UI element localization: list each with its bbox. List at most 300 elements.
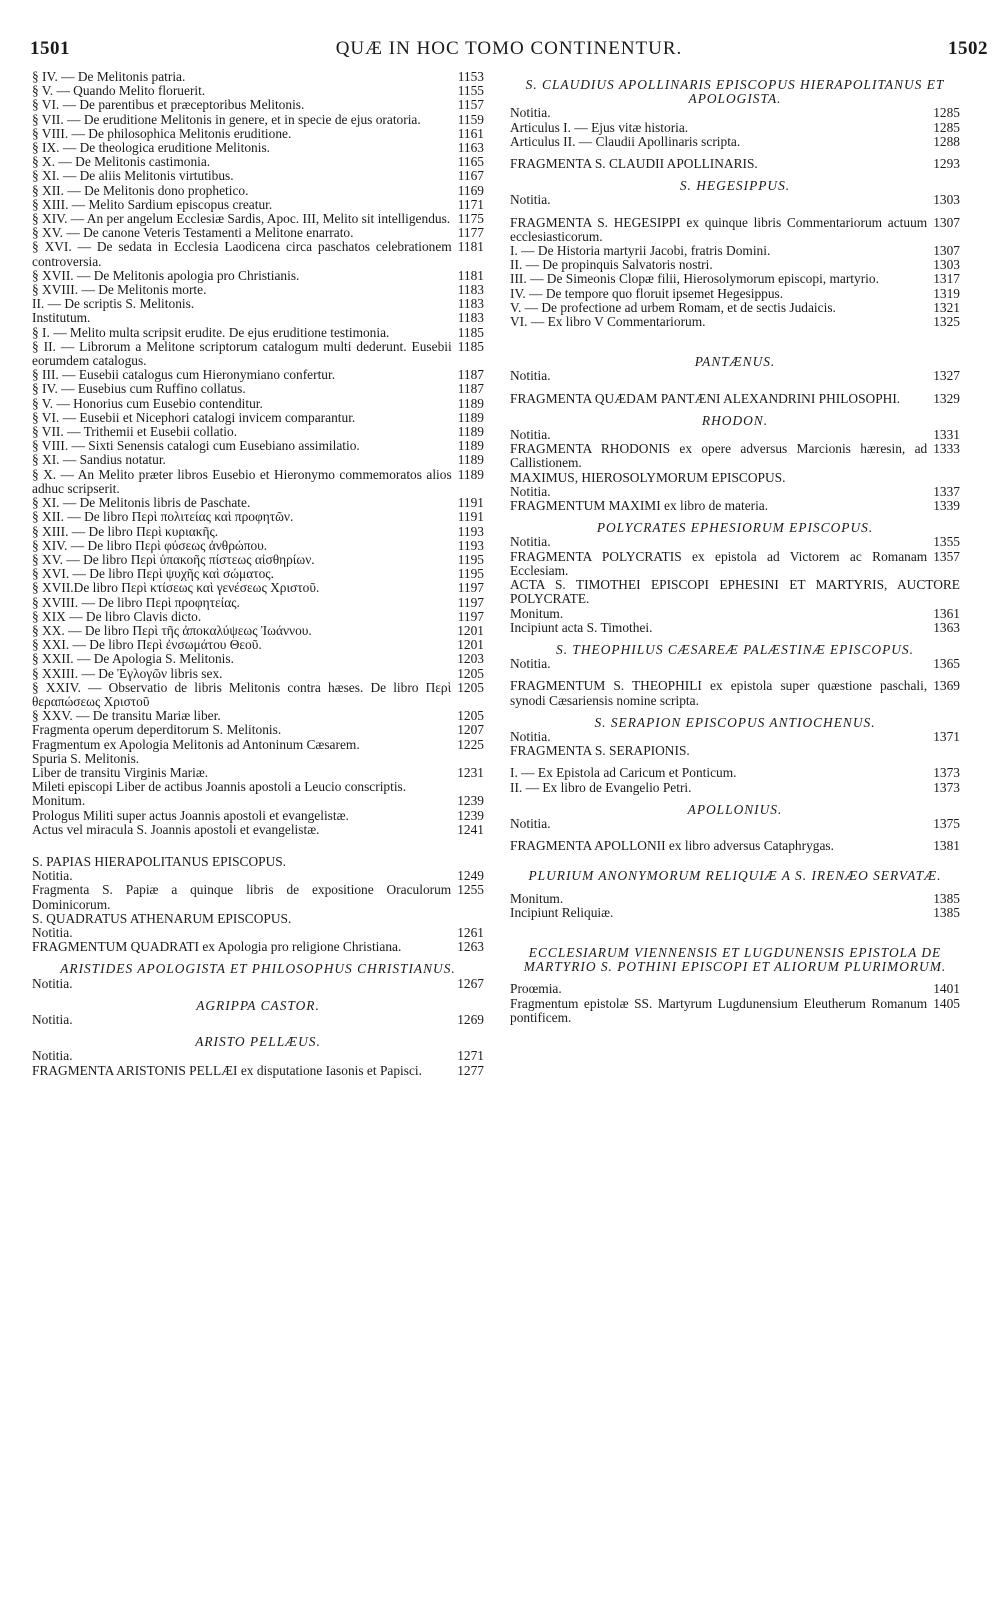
section-heading: PLURIUM ANONYMORUM RELIQUIÆ A S. IRENÆO SERVATÆ. bbox=[528, 868, 942, 884]
entry-title: § VIII. — De philosophica Melitonis eruditione. bbox=[32, 126, 292, 141]
entry-page-number: 1159 bbox=[457, 111, 484, 127]
entry-title: § XVII.De libro Περὶ κτίσεως καὶ γενέσεως Χριστοῦ. bbox=[32, 581, 320, 596]
entry-title: Notitia. bbox=[32, 869, 73, 884]
toc-entry bbox=[32, 340, 484, 368]
toc-entry bbox=[32, 269, 484, 283]
entry-title: FRAGMENTUM S. THEOPHILI ex epistola super quæstione paschali, synodi Cæsariensis nomine scripta. bbox=[510, 678, 928, 708]
toc-entry bbox=[510, 301, 960, 315]
toc-entry bbox=[510, 258, 960, 272]
entry-page-number: 1325 bbox=[933, 314, 960, 330]
entry-page-number: 1385 bbox=[933, 890, 960, 906]
toc-entry bbox=[510, 392, 960, 406]
toc-entry bbox=[32, 567, 484, 581]
entry-page-number: 1365 bbox=[933, 656, 960, 672]
entry-title: § VI. — De parentibus et præceptoribus Melitonis. bbox=[32, 98, 305, 113]
entry-page-number: 1277 bbox=[457, 1062, 484, 1078]
entry-title: Notitia. bbox=[510, 729, 551, 744]
entry-page-number: 1201 bbox=[457, 622, 484, 638]
entry-title: FRAGMENTUM MAXIMI ex libro de materia. bbox=[510, 499, 769, 514]
entry-page-number: 1293 bbox=[933, 156, 960, 172]
toc-entry bbox=[32, 98, 484, 112]
entry-title: V. — De profectione ad urbem Romam, et de sectis Judaicis. bbox=[510, 299, 836, 315]
entry-title: § XIV. — An per angelum Ecclesiæ Sardis, Apoc. III, Melito sit intelligendus. bbox=[32, 211, 451, 227]
entry-page-number: 1363 bbox=[933, 619, 960, 635]
entry-title: § XIV. — De libro Περὶ φύσεως ἀνθρώπου. bbox=[32, 538, 268, 553]
toc-entry bbox=[32, 624, 484, 638]
entry-title: Monitum. bbox=[510, 606, 564, 621]
entry-title: Notitia. bbox=[510, 193, 551, 208]
entry-title: IV. — De tempore quo floruit ipsemet Hegesippus. bbox=[510, 286, 784, 301]
toc-entry bbox=[510, 121, 960, 135]
entry-page-number: 1189 bbox=[457, 438, 484, 454]
entry-page-number: 1191 bbox=[457, 495, 484, 511]
entry-page-number: 1369 bbox=[933, 678, 960, 694]
entry-title: Incipiunt acta S. Timothei. bbox=[510, 620, 653, 635]
entry-title: S. PAPIAS HIERAPOLITANUS EPISCOPUS. bbox=[32, 854, 287, 869]
entry-page-number: 1189 bbox=[457, 466, 484, 482]
entry-page-number: 1329 bbox=[933, 390, 960, 406]
entry-title: ACTA S. TIMOTHEI EPISCOPI EPHESINI ET MARTYRIS, AUCTORE POLYCRATE. bbox=[510, 577, 960, 607]
entry-title: MAXIMUS, HIEROSOLYMORUM EPISCOPUS. bbox=[510, 470, 786, 485]
section-heading: ARISTO PELLÆUS. bbox=[195, 1034, 321, 1050]
entry-title: FRAGMENTA RHODONIS ex opere adversus Marcionis hæresin, ad Callistionem. bbox=[510, 441, 928, 471]
entry-title: § XVI. — De libro Περὶ ψυχῆς καὶ σώματος. bbox=[32, 567, 274, 582]
entry-title: § XVII. — De Melitonis apologia pro Christianis. bbox=[32, 268, 300, 283]
toc-entry bbox=[32, 1064, 484, 1078]
toc-entry bbox=[510, 193, 960, 207]
entry-title: Fragmentum ex Apologia Melitonis ad Antoninum Cæsarem. bbox=[32, 736, 360, 752]
entry-title: § XII. — De Melitonis dono prophetico. bbox=[32, 183, 249, 198]
toc-entry bbox=[32, 141, 484, 155]
entry-page-number: 1381 bbox=[933, 838, 960, 854]
entry-title: FRAGMENTA POLYCRATIS ex epistola ad Victorem ac Romanam Ecclesiam. bbox=[510, 548, 928, 578]
entry-page-number: 1183 bbox=[457, 282, 484, 298]
toc-entry bbox=[510, 730, 960, 744]
toc-entry bbox=[510, 550, 960, 578]
entry-page-number: 1201 bbox=[457, 637, 484, 653]
toc-entry bbox=[510, 839, 960, 853]
toc-entry bbox=[32, 453, 484, 467]
entry-page-number: 1165 bbox=[457, 154, 484, 170]
toc-entry bbox=[510, 657, 960, 671]
entry-title: FRAGMENTA QUÆDAM PANTÆNI ALEXANDRINI PHILOSOPHI. bbox=[510, 390, 901, 406]
toc-entry bbox=[32, 652, 484, 666]
toc-entry bbox=[32, 667, 484, 681]
entry-page-number: 1373 bbox=[933, 765, 960, 781]
entry-title: § XVIII. — De Melitonis morte. bbox=[32, 283, 207, 298]
entry-page-number: 1285 bbox=[933, 119, 960, 135]
entry-page-number: 1269 bbox=[457, 1012, 484, 1027]
toc-entry bbox=[32, 439, 484, 453]
section-heading: S. SERAPION EPISCOPUS ANTIOCHENUS. bbox=[594, 714, 876, 730]
entry-title: Notitia. bbox=[510, 816, 551, 831]
entry-page-number: 1225 bbox=[457, 736, 484, 752]
entry-title: § IV. — De Melitonis patria. bbox=[32, 70, 186, 84]
section-heading: S. HEGESIPPUS. bbox=[679, 178, 791, 194]
toc-entry bbox=[32, 382, 484, 396]
entry-page-number: 1307 bbox=[933, 243, 960, 259]
entry-title: § XXIII. — De Ἐγλογῶν libris sex. bbox=[32, 666, 223, 681]
toc-entry bbox=[32, 84, 484, 98]
section-heading: ARISTIDES APOLOGISTA ET PHILOSOPHUS CHRISTIANUS. bbox=[60, 961, 456, 977]
toc-entry bbox=[510, 287, 960, 301]
entry-page-number: 1167 bbox=[457, 168, 484, 184]
entry-title: Monitum. bbox=[32, 794, 86, 809]
left-column bbox=[32, 70, 484, 1078]
entry-title: Spuria S. Melitonis. bbox=[32, 751, 140, 766]
entry-page-number: 1267 bbox=[457, 975, 484, 991]
page-header bbox=[30, 38, 988, 68]
entry-title: Notitia. bbox=[510, 657, 551, 672]
toc-entry bbox=[510, 817, 960, 831]
toc-entry bbox=[510, 766, 960, 780]
entry-title: § X. — De Melitonis castimonia. bbox=[32, 155, 211, 170]
toc-entry bbox=[510, 535, 960, 549]
entry-page-number: 1307 bbox=[933, 214, 960, 230]
entry-page-number: 1187 bbox=[457, 381, 484, 397]
toc-entry bbox=[32, 940, 484, 954]
toc-entry bbox=[32, 638, 484, 652]
entry-title: Fragmentum epistolæ SS. Martyrum Lugdunensium Eleutherum Romanum pontificem. bbox=[510, 995, 928, 1025]
entry-title: Articulus II. — Claudii Apollinaris scripta. bbox=[510, 134, 741, 149]
spacer bbox=[510, 149, 960, 157]
toc-entry bbox=[32, 723, 484, 737]
entry-title: I. — Ex Epistola ad Caricum et Ponticum. bbox=[510, 766, 737, 781]
entry-page-number: 1327 bbox=[933, 368, 960, 384]
toc-entry bbox=[32, 155, 484, 169]
section-heading: AGRIPPA CASTOR. bbox=[196, 997, 320, 1013]
entry-title: § VII. — De eruditione Melitonis in genere, et in specie de ejus oratoria. bbox=[32, 111, 421, 127]
spacer bbox=[510, 329, 960, 347]
entry-title: § VI. — Eusebii et Nicephori catalogi invicem comparantur. bbox=[32, 409, 356, 425]
entry-title: § XV. — De libro Περὶ ὑπακοῆς πίστεως αἰσθηρίων. bbox=[32, 552, 315, 567]
entry-title: § XVI. — De sedata in Ecclesia Laodicena circa paschatos celebrationem controversia. bbox=[32, 239, 452, 269]
entry-page-number: 1207 bbox=[457, 722, 484, 738]
toc-entry bbox=[510, 442, 960, 470]
toc-entry bbox=[32, 780, 484, 794]
entry-page-number: 1185 bbox=[457, 338, 484, 354]
entry-title: § XI. — De Melitonis libris de Paschate. bbox=[32, 496, 251, 511]
entry-title: § XXI. — De libro Περὶ ἐνσωμάτου Θεοῦ. bbox=[32, 638, 262, 653]
toc-entry bbox=[32, 510, 484, 524]
toc-entry bbox=[32, 113, 484, 127]
entry-page-number: 1271 bbox=[457, 1048, 484, 1064]
running-title: QUÆ IN HOC TOMO CONTINENTUR. bbox=[335, 38, 683, 59]
toc-entry bbox=[510, 244, 960, 258]
entry-page-number: 1371 bbox=[933, 728, 960, 744]
toc-entry bbox=[32, 184, 484, 198]
entry-page-number: 1153 bbox=[457, 69, 484, 84]
toc-entry bbox=[510, 135, 960, 149]
entry-page-number: 1197 bbox=[457, 580, 484, 596]
toc-entry bbox=[510, 679, 960, 707]
toc-entry bbox=[32, 1049, 484, 1063]
entry-page-number: 1205 bbox=[457, 679, 484, 695]
entry-page-number: 1185 bbox=[457, 324, 484, 340]
toc-entry bbox=[32, 794, 484, 808]
toc-entry bbox=[32, 855, 484, 869]
entry-page-number: 1239 bbox=[457, 807, 484, 823]
toc-entry bbox=[32, 212, 484, 226]
entry-title: Notitia. bbox=[32, 1049, 73, 1064]
entry-page-number: 1401 bbox=[933, 981, 960, 997]
toc-entry bbox=[510, 906, 960, 920]
entry-title: § X. — An Melito præter libros Eusebio et Hieronymo commemoratos alios adhuc scripserit. bbox=[32, 466, 452, 496]
toc-entry bbox=[510, 106, 960, 120]
entry-title: § XI. — Sandius notatur. bbox=[32, 453, 166, 468]
toc-entry bbox=[32, 809, 484, 823]
toc-entry bbox=[32, 709, 484, 723]
toc-entry bbox=[510, 157, 960, 171]
toc-entry bbox=[32, 752, 484, 766]
entry-title: Fragmenta operum deperditorum S. Melitonis. bbox=[32, 723, 282, 738]
entry-title: Notitia. bbox=[510, 484, 551, 499]
entry-title: II. — Ex libro de Evangelio Petri. bbox=[510, 780, 692, 795]
toc-entry bbox=[510, 982, 960, 996]
toc-entry bbox=[510, 471, 960, 485]
section-heading: S. CLAUDIUS APOLLINARIS EPISCOPUS HIERAPOLITANUS ET APOLOGISTA. bbox=[525, 77, 945, 107]
entry-title: FRAGMENTA S. HEGESIPPI ex quinque libris Commentariorum actuum ecclesiasticorum. bbox=[510, 214, 928, 244]
toc-entry bbox=[32, 823, 484, 837]
entry-title: Notitia. bbox=[32, 1013, 73, 1027]
entry-title: Mileti episcopi Liber de actibus Joannis apostoli a Leucio conscriptis. bbox=[32, 779, 407, 795]
spacer bbox=[510, 853, 960, 861]
toc-entry bbox=[32, 869, 484, 883]
entry-page-number: 1205 bbox=[457, 708, 484, 724]
entry-page-number: 1337 bbox=[933, 483, 960, 499]
toc-entry bbox=[32, 425, 484, 439]
entry-title: II. — De propinquis Salvatoris nostri. bbox=[510, 258, 713, 273]
toc-entry bbox=[32, 127, 484, 141]
toc-entry bbox=[32, 553, 484, 567]
entry-page-number: 1317 bbox=[933, 271, 960, 287]
toc-entry bbox=[32, 883, 484, 911]
entry-title: § XXIV. — Observatio de libris Melitonis contra hæses. De libro Περὶ θεραπώσεως Χριστοῦ bbox=[32, 679, 452, 709]
entry-title: § I. — Melito multa scripsit erudite. De ejus eruditione testimonia. bbox=[32, 324, 390, 340]
left-page-number: 1501 bbox=[30, 38, 70, 59]
entry-page-number: 1385 bbox=[933, 904, 960, 920]
entry-page-number: 1161 bbox=[457, 125, 484, 141]
entry-page-number: 1355 bbox=[933, 534, 960, 550]
toc-entry bbox=[32, 525, 484, 539]
toc-entry bbox=[32, 1013, 484, 1027]
entry-title: Articulus I. — Ejus vitæ historia. bbox=[510, 120, 689, 135]
spacer bbox=[510, 758, 960, 766]
entry-page-number: 1285 bbox=[933, 105, 960, 121]
toc-entry bbox=[32, 581, 484, 595]
toc-entry bbox=[510, 892, 960, 906]
toc-entry bbox=[32, 596, 484, 610]
entry-page-number: 1205 bbox=[457, 665, 484, 681]
entry-page-number: 1321 bbox=[933, 299, 960, 315]
entry-page-number: 1375 bbox=[933, 815, 960, 831]
entry-title: § XXII. — De Apologia S. Melitonis. bbox=[32, 652, 234, 667]
entry-page-number: 1357 bbox=[933, 548, 960, 564]
entry-page-number: 1189 bbox=[457, 409, 484, 425]
entry-page-number: 1288 bbox=[933, 133, 960, 149]
toc-entry bbox=[510, 485, 960, 499]
entry-page-number: 1319 bbox=[933, 285, 960, 301]
entry-page-number: 1183 bbox=[457, 296, 484, 312]
entry-page-number: 1339 bbox=[933, 498, 960, 514]
entry-title: § XVIII. — De libro Περὶ προφητείας. bbox=[32, 595, 240, 610]
toc-entry bbox=[32, 468, 484, 496]
entry-page-number: 1193 bbox=[457, 537, 484, 553]
entry-title: § VII. — Trithemii et Eusebii collatio. bbox=[32, 425, 238, 440]
entry-page-number: 1183 bbox=[457, 310, 484, 326]
entry-title: Incipiunt Reliquiæ. bbox=[510, 905, 614, 920]
entry-page-number: 1231 bbox=[457, 764, 484, 780]
entry-page-number: 1171 bbox=[457, 196, 484, 212]
toc-entry bbox=[32, 240, 484, 268]
toc-entry bbox=[510, 369, 960, 383]
toc-entry bbox=[32, 70, 484, 84]
entry-title: § II. — Librorum a Melitone scriptorum catalogum multi dederunt. Eusebii eorumdem catalogus. bbox=[32, 338, 452, 369]
entry-title: Notitia. bbox=[510, 106, 551, 121]
entry-page-number: 1405 bbox=[933, 995, 960, 1011]
entry-page-number: 1197 bbox=[457, 594, 484, 610]
toc-entry bbox=[32, 411, 484, 425]
entry-page-number: 1373 bbox=[933, 779, 960, 795]
toc-entry bbox=[510, 621, 960, 635]
toc-entry bbox=[510, 272, 960, 286]
entry-title: Institutum. bbox=[32, 311, 91, 326]
toc-entry bbox=[32, 738, 484, 752]
entry-page-number: 1177 bbox=[457, 225, 484, 241]
section-heading: PANTÆNUS. bbox=[694, 354, 776, 370]
entry-page-number: 1169 bbox=[457, 182, 484, 198]
toc-entry bbox=[32, 297, 484, 311]
entry-title: Notitia. bbox=[510, 535, 551, 550]
entry-title: Prologus Militi super actus Joannis apostoli et evangelistæ. bbox=[32, 807, 349, 823]
entry-title: Liber de transitu Virginis Mariæ. bbox=[32, 765, 209, 780]
entry-page-number: 1241 bbox=[457, 821, 484, 837]
toc-entry bbox=[32, 926, 484, 940]
section-heading: ECCLESIARUM VIENNENSIS ET LUGDUNENSIS EPISTOLA DE MARTYRIO S. POTHINI EPISCOPI ET ALIORUM PLURIMORUM. bbox=[523, 944, 947, 975]
entry-title: § V. — Honorius cum Eusebio contenditur. bbox=[32, 396, 263, 411]
toc-entry bbox=[32, 539, 484, 553]
entry-title: § IV. — Eusebius cum Ruffino collatus. bbox=[32, 382, 246, 397]
entry-page-number: 1189 bbox=[457, 424, 484, 440]
entry-page-number: 1181 bbox=[457, 267, 484, 283]
toc-entry bbox=[32, 681, 484, 709]
toc-entry bbox=[510, 997, 960, 1025]
entry-title: II. — De scriptis S. Melitonis. bbox=[32, 297, 195, 312]
entry-page-number: 1157 bbox=[457, 97, 484, 113]
spacer bbox=[32, 837, 484, 855]
entry-title: Fragmenta S. Papiæ a quinque libris de expositione Oraculorum Dominicorum. bbox=[32, 882, 452, 912]
section-heading: POLYCRATES EPHESIORUM EPISCOPUS. bbox=[596, 520, 874, 536]
entry-title: § III. — Eusebii catalogus cum Hieronymiano confertur. bbox=[32, 367, 336, 383]
entry-title: § XX. — De libro Περὶ τῆς ἀποκαλύψεως Ἰωάννου. bbox=[32, 623, 312, 638]
entry-title: Notitia. bbox=[510, 428, 551, 443]
toc-entry bbox=[510, 428, 960, 442]
entry-page-number: 1203 bbox=[457, 651, 484, 667]
entry-page-number: 1303 bbox=[933, 257, 960, 273]
section-heading: RHODON. bbox=[701, 412, 769, 428]
toc-entry bbox=[32, 198, 484, 212]
entry-page-number: 1331 bbox=[933, 427, 960, 443]
toc-entry bbox=[32, 610, 484, 624]
toc-entry bbox=[32, 397, 484, 411]
entry-title: § V. — Quando Melito floruerit. bbox=[32, 84, 206, 99]
entry-title: § XIII. — Melito Sardium episcopus creatur. bbox=[32, 197, 273, 212]
entry-title: FRAGMENTA ARISTONIS PELLÆI ex disputatione Iasonis et Papisci. bbox=[32, 1062, 422, 1078]
entry-title: I. — De Historia martyrii Jacobi, fratris Domini. bbox=[510, 244, 771, 259]
toc-entry bbox=[32, 326, 484, 340]
entry-page-number: 1249 bbox=[457, 868, 484, 884]
entry-title: III. — De Simeonis Clopæ filii, Hierosolymorum episcopi, martyrio. bbox=[510, 271, 879, 287]
toc-entry bbox=[510, 315, 960, 329]
entry-page-number: 1195 bbox=[457, 566, 484, 582]
entry-page-number: 1261 bbox=[457, 924, 484, 940]
entry-title: § XII. — De libro Περὶ πολιτείας καὶ προφητῶν. bbox=[32, 510, 294, 525]
toc-entry bbox=[510, 607, 960, 621]
toc-entry bbox=[32, 368, 484, 382]
entry-page-number: 1181 bbox=[457, 239, 484, 255]
entry-title: § XXV. — De transitu Mariæ liber. bbox=[32, 709, 221, 724]
toc-entry bbox=[510, 744, 960, 758]
spacer bbox=[510, 974, 960, 982]
entry-title: Monitum. bbox=[510, 891, 564, 906]
toc-entry bbox=[510, 578, 960, 606]
entry-page-number: 1191 bbox=[457, 509, 484, 525]
entry-title: VI. — Ex libro V Commentariorum. bbox=[510, 315, 706, 330]
entry-page-number: 1163 bbox=[457, 140, 484, 156]
toc-entry bbox=[32, 766, 484, 780]
entry-title: § XIII. — De libro Περὶ κυριακῆς. bbox=[32, 524, 219, 539]
entry-title: FRAGMENTA S. CLAUDII APOLLINARIS. bbox=[510, 157, 758, 172]
toc-entry bbox=[32, 169, 484, 183]
section-heading: S. THEOPHILUS CÆSAREÆ PALÆSTINÆ EPISCOPUS. bbox=[556, 641, 914, 657]
toc-entry bbox=[32, 977, 484, 991]
entry-page-number: 1197 bbox=[457, 608, 484, 624]
toc-entry bbox=[32, 912, 484, 926]
entry-title: Proœmia. bbox=[510, 982, 562, 997]
toc-entry bbox=[32, 311, 484, 325]
right-column bbox=[510, 70, 960, 1025]
toc-entry bbox=[32, 496, 484, 510]
entry-page-number: 1193 bbox=[457, 523, 484, 539]
entry-title: Notitia. bbox=[510, 369, 551, 384]
entry-page-number: 1263 bbox=[457, 939, 484, 955]
entry-title: Notitia. bbox=[32, 925, 73, 940]
entry-title: Notitia. bbox=[32, 976, 73, 991]
entry-title: § XV. — De canone Veteris Testamenti a Melitone enarrato. bbox=[32, 225, 354, 241]
entry-title: § VIII. — Sixti Senensis catalogi cum Eusebiano assimilatio. bbox=[32, 438, 360, 454]
toc-entry bbox=[510, 499, 960, 513]
spacer bbox=[510, 920, 960, 938]
entry-title: FRAGMENTA S. SERAPIONIS. bbox=[510, 744, 690, 759]
entry-page-number: 1175 bbox=[457, 211, 484, 227]
toc-entry bbox=[510, 781, 960, 795]
entry-title: Actus vel miracula S. Joannis apostoli et evangelistæ. bbox=[32, 821, 320, 837]
entry-page-number: 1255 bbox=[457, 882, 484, 898]
entry-page-number: 1189 bbox=[457, 452, 484, 468]
entry-page-number: 1361 bbox=[933, 605, 960, 621]
entry-page-number: 1189 bbox=[457, 395, 484, 411]
toc-entry bbox=[32, 283, 484, 297]
entry-page-number: 1333 bbox=[933, 441, 960, 457]
entry-title: FRAGMENTUM QUADRATI ex Apologia pro religione Christiana. bbox=[32, 939, 402, 955]
entry-title: § IX. — De theologica eruditione Melitonis. bbox=[32, 141, 271, 156]
entry-page-number: 1187 bbox=[457, 367, 484, 383]
entry-title: § XIX — De libro Clavis dicto. bbox=[32, 609, 202, 624]
entry-page-number: 1195 bbox=[457, 551, 484, 567]
entry-page-number: 1155 bbox=[457, 83, 484, 99]
toc-entry bbox=[32, 226, 484, 240]
spacer bbox=[510, 884, 960, 892]
